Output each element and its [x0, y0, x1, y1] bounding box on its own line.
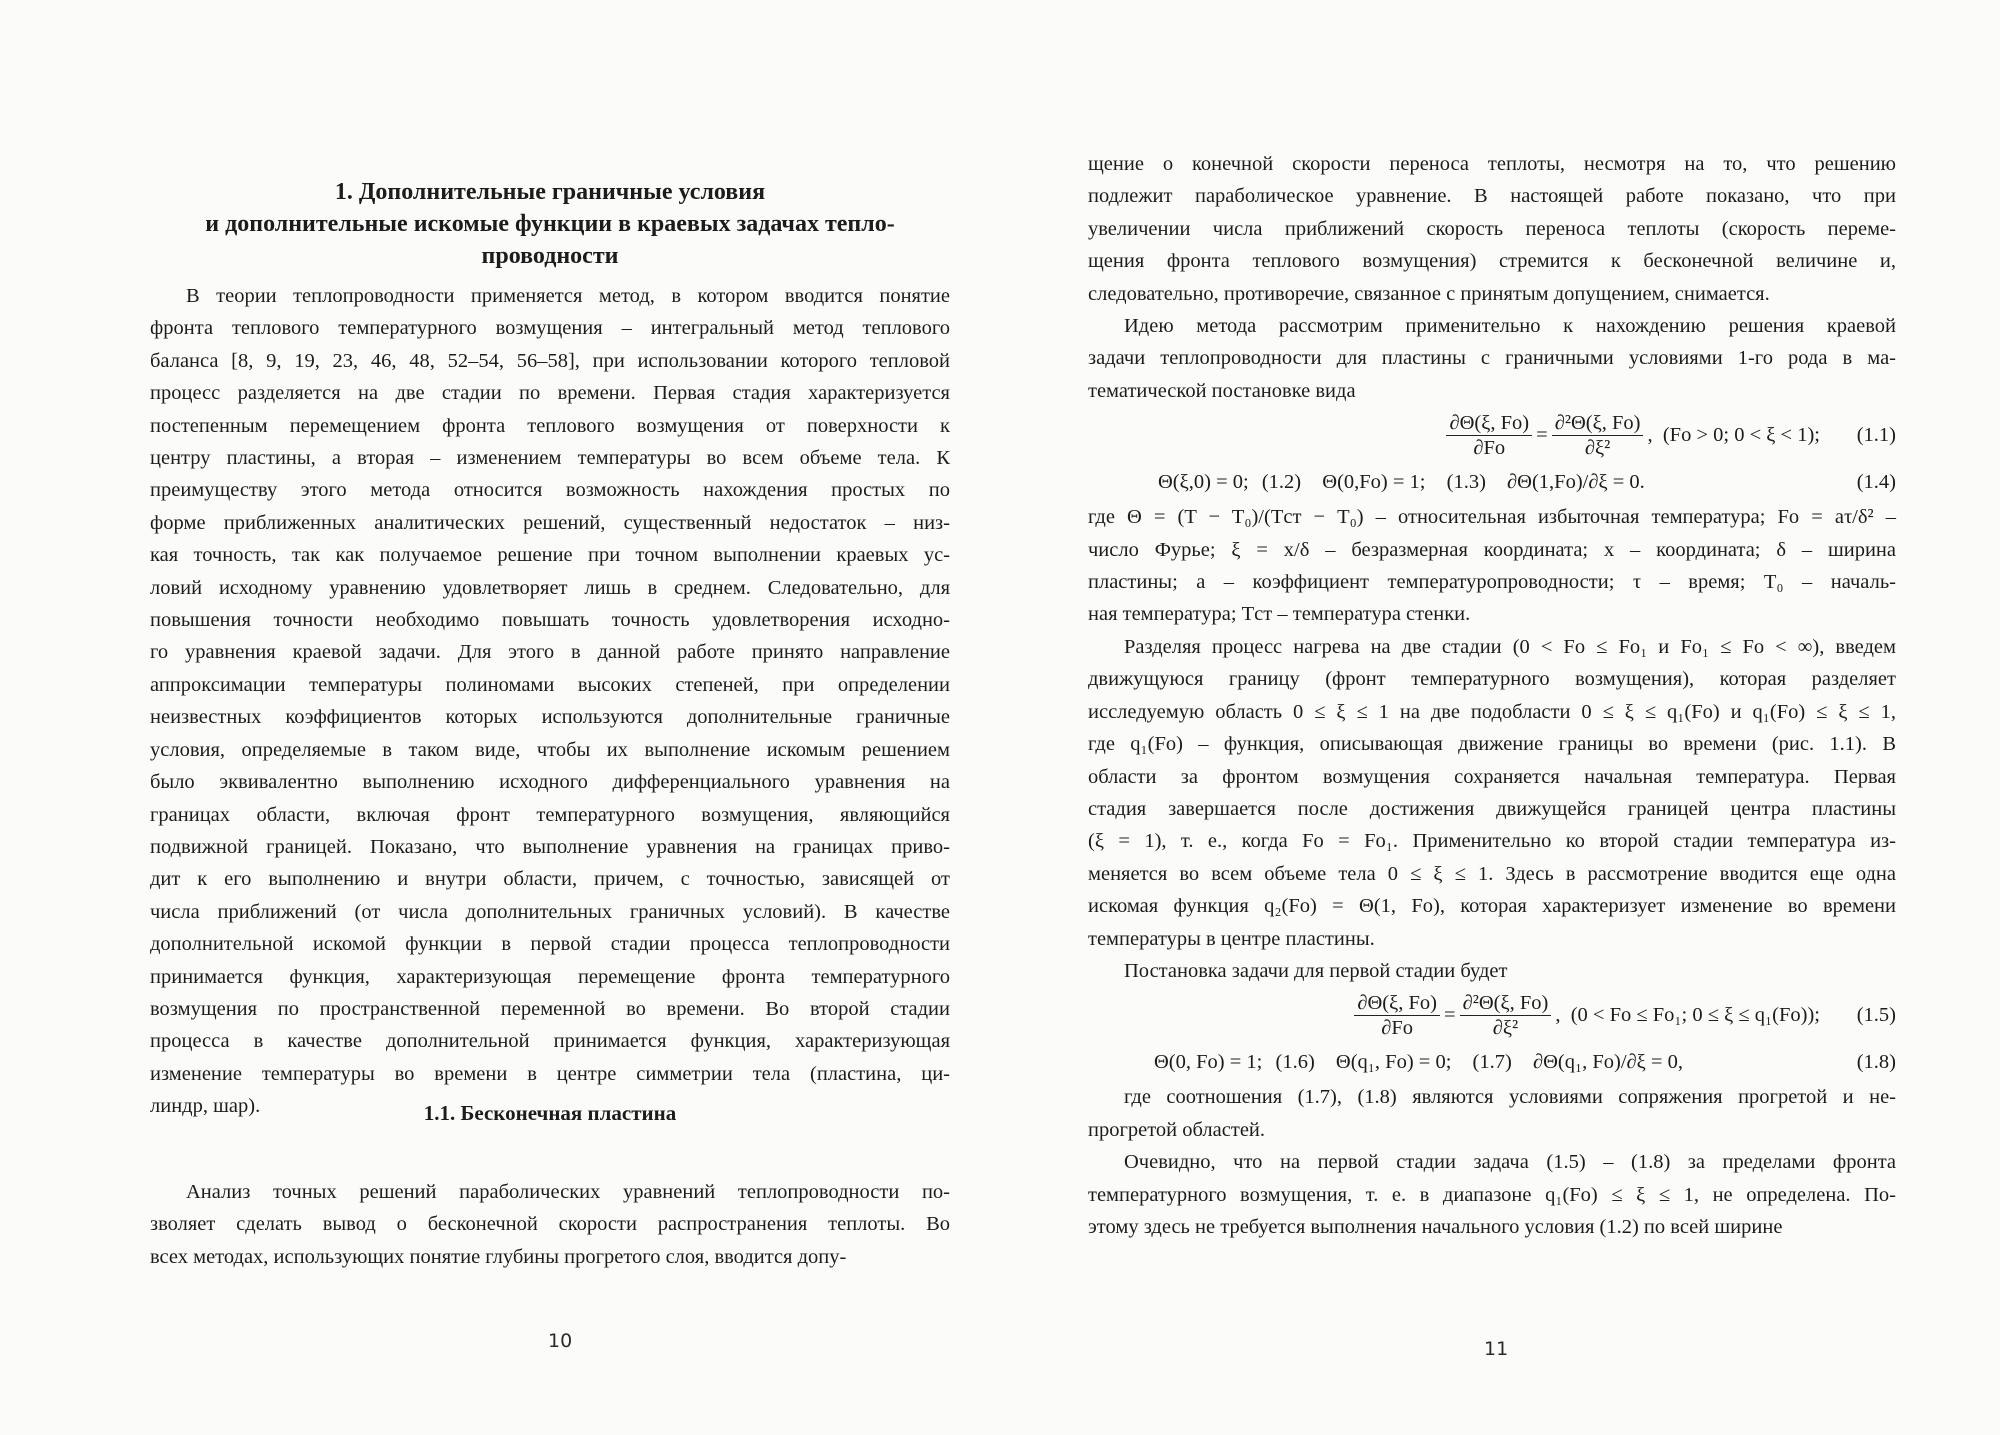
text-line: неизвестных коэффициентов которых используются дополнительные граничные — [150, 706, 950, 729]
text-line: было эквивалентно выполнению исходного дифференциального уравнения на — [150, 771, 950, 794]
equation-text: ∂Θ(1,Fo)/∂ξ = 0. — [1507, 471, 1645, 494]
text-line: аппроксимации температуры полиномами высоких степеней, при определении — [150, 673, 950, 696]
text-line: числа приближений (от числа дополнительных граничных условий). В качестве — [150, 900, 950, 923]
denominator: ∂Fo — [1473, 436, 1506, 459]
text-line: щение о конечной скорости переноса теплоты, несмотря на то, что решению — [1088, 153, 1896, 175]
fraction-lhs — [1446, 411, 1532, 460]
text-line: ловий исходному уравнению удовлетворяет лишь в среднем. Следовательно, для — [150, 576, 950, 599]
text-line: баланса [8, 9, 19, 23, 46, 48, 52–54, 56–58], при использовании которого тепловой — [150, 349, 950, 372]
text-line: возмущения по пространственной переменной во времени. Во второй стадии — [150, 997, 950, 1020]
section-title: 1.1. Бесконечная пластина — [423, 1101, 677, 1125]
fraction-lhs — [1354, 991, 1440, 1040]
equation-text: ∂Θ(q₁, Fo)/∂ξ = 0, — [1532, 1051, 1683, 1074]
text-line: движущуюся границу (фронт температурного возмущения), которая разделяет — [1088, 668, 1896, 691]
text-line: число Фурье; ξ = x/δ – безразмерная координата; x – координата; δ – ширина — [1088, 538, 1896, 561]
chapter-title — [150, 176, 950, 272]
equation-number: (1.5) — [1856, 1004, 1896, 1027]
page-number-left: 10 — [548, 1330, 573, 1352]
equations-1-2-to-1-4 — [1088, 463, 1896, 501]
text-line: го уравнения краевой задачи. Для этого в данной работе принято направление — [150, 641, 950, 664]
denominator: ∂ξ² — [1492, 1016, 1519, 1039]
text-line: всех методах, использующих понятие глубины прогретого слоя, вводится допу- — [150, 1245, 847, 1268]
text-line: постепенным перемещением фронта теплового возмущения от поверхности к — [150, 414, 950, 437]
text-line: пластины; a – коэффициент температуропроводности; τ – время; T₀ – началь- — [1088, 571, 1896, 594]
text-line: увеличении числа приближений скорость переноса теплоты (скорость переме- — [1088, 217, 1896, 240]
text-line: подвижной границей. Показано, что выполнение уравнения на границах приво- — [150, 835, 950, 858]
right-paragraph-3 — [1088, 501, 1896, 631]
text-line: меняется во всем объеме тела 0 ≤ ξ ≤ 1. Здесь в рассмотрение вводится еще одна — [1088, 862, 1896, 885]
numerator: ∂²Θ(ξ, Fo) — [1552, 411, 1644, 436]
text-line: где Θ = (T − T₀)/(Tст − T₀) – относительная избыточная температура; Fo = aτ/δ² – — [1088, 506, 1896, 529]
equation-number: (1.6) — [1275, 1051, 1315, 1074]
equation-1-2 — [1158, 466, 1653, 498]
text-line: стадия завершается после достижения движущейся границей центра пластины — [1088, 797, 1896, 820]
chapter-title-line: и дополнительные искомые функции в краевых задачах тепло- — [205, 211, 895, 237]
text-line: преимуществу этого метода относится возможность нахождения простых по — [150, 479, 950, 502]
equation-number: (1.4) — [1856, 471, 1896, 494]
equation-condition: (Fo > 0; 0 < ξ < 1); — [1662, 424, 1820, 447]
text-line: процесс разделяется на две стадии по времени. Первая стадия характеризуется — [150, 382, 950, 405]
equation-text: Θ(q₁, Fo) = 0; — [1335, 1051, 1452, 1074]
equation-number: (1.8) — [1856, 1051, 1896, 1074]
text-line: этому здесь не требуется выполнения начального условия (1.2) по всей ширине — [1088, 1215, 1783, 1238]
text-line: дополнительной искомой функции в первой стадии процесса теплопроводности — [150, 933, 950, 956]
right-column — [1088, 148, 1896, 1243]
text-line: температурного возмущения, т. е. в диапазоне q₁(Fo) ≤ ξ ≤ 1, не определена. По- — [1088, 1183, 1896, 1206]
text-line: процесса в качестве дополнительной принимается функция, характеризующая — [150, 1030, 950, 1053]
text-line: фронта теплового температурного возмущения – интегральный метод теплового — [150, 317, 950, 340]
right-paragraph-7 — [1088, 1146, 1896, 1243]
right-paragraph-2 — [1088, 310, 1896, 407]
equations-1-6-to-1-8 — [1088, 1043, 1896, 1081]
text-line: центру пластины, а вторая – изменением температуры во всем объеме тела. К — [150, 447, 950, 470]
right-paragraph-5: Постановка задачи для первой стадии будет — [1124, 959, 1508, 982]
text-line: где соотношения (1.7), (1.8) являются условиями сопряжения прогретой и не- — [1124, 1086, 1896, 1109]
text-line: искомая функция q₂(Fo) = Θ(1, Fo), которая характеризует изменение во времени — [1088, 895, 1896, 918]
equation-condition: (0 < Fo ≤ Fo₁; 0 ≤ ξ ≤ q₁(Fo)); — [1570, 1004, 1820, 1027]
text-line: тематической постановке вида — [1088, 379, 1356, 402]
equation-text: Θ(0,Fo) = 1; — [1322, 471, 1426, 494]
right-paragraph-4 — [1088, 631, 1896, 955]
numerator: ∂Θ(ξ, Fo) — [1446, 411, 1532, 436]
fraction-rhs — [1552, 411, 1644, 460]
right-page — [1000, 0, 2000, 1435]
text-line: щения фронта теплового возмущения) стремится к бесконечной величине и, — [1088, 250, 1896, 273]
equation-1-5: $\frac{\partial\Theta(\xi, Fo)}{\partial Fo}$ = $\frac{\text{∂²Θ(ξ, Fo)}}{\text{∂ξ²}}$ , (0 < Fo ≤ Fo₁; 0 ≤ ξ ≤ q₁(Fo)); (1.5) — [1088, 987, 1896, 1043]
text-line: где q₁(Fo) – функция, описывающая движение границы во времени (рис. 1.1). В — [1088, 733, 1896, 756]
text-line: кая точность, так как получаемое решение при точном выполнении краевых ус- — [150, 544, 950, 567]
numerator: ∂²Θ(ξ, Fo) — [1460, 991, 1552, 1016]
equation-1-1: $\frac{\partial\Theta(\xi, Fo)}{\partial Fo}$ = $\frac{\text{∂²Θ(ξ, Fo)}}{\text{∂ξ²}}$ , (Fo > 0; 0 < ξ < 1); (1.1) — [1088, 407, 1896, 463]
left-paragraph-2 — [150, 1176, 950, 1273]
text-line: следовательно, противоречие, связанное с принятым допущением, снимается. — [1088, 282, 1770, 305]
text-line: дит к его выполнению и внутри области, причем, с точностью, зависящей от — [150, 868, 950, 891]
text-line: задачи теплопроводности для пластины с граничными условиями 1-го рода в ма- — [1088, 347, 1896, 370]
left-paragraph-1 — [150, 280, 950, 1123]
text-line: изменение температуры во времени в центре симметрии тела (пластина, ци- — [150, 1062, 950, 1085]
equation-number: (1.3) — [1446, 471, 1486, 494]
right-paragraph-1 — [1088, 148, 1896, 310]
equation-text: Θ(0, Fo) = 1; — [1154, 1051, 1263, 1074]
denominator: ∂ξ² — [1584, 436, 1611, 459]
text-line: прогретой областей. — [1088, 1118, 1266, 1141]
fraction-rhs — [1460, 991, 1552, 1040]
right-paragraph-6 — [1088, 1081, 1896, 1146]
text-line: Анализ точных решений параболических уравнений теплопроводности по- — [186, 1181, 950, 1203]
text-line: зволяет сделать вывод о бесконечной скорости распространения теплоты. Во — [150, 1213, 950, 1236]
text-line: В теории теплопроводности применяется метод, в котором вводится понятие — [186, 285, 950, 307]
chapter-title-line: проводности — [481, 243, 619, 269]
text-line: принимается функция, характеризующая перемещение фронта температурного — [150, 965, 950, 988]
equation-text: Θ(ξ,0) = 0; — [1158, 471, 1249, 494]
equation-number: (1.2) — [1261, 471, 1302, 494]
text-line: повышения точности необходимо повышать точность удовлетворения исходно- — [150, 609, 950, 632]
text-line: подлежит параболическое уравнение. В настоящей работе показано, что при — [1088, 185, 1896, 208]
denominator: ∂Fo — [1381, 1016, 1414, 1039]
text-line: линдр, шар). — [150, 1095, 261, 1118]
chapter-title-line: 1. Дополнительные граничные условия — [334, 179, 766, 205]
text-line: границах области, включая фронт температурного возмущения, являющийся — [150, 803, 950, 826]
text-line: Очевидно, что на первой стадии задача (1.5) – (1.8) за пределами фронта — [1124, 1151, 1896, 1174]
text-line: форме приближенных аналитических решений, существенный недостаток – низ- — [150, 511, 950, 534]
text-line: ная температура; Tст – температура стенки. — [1088, 603, 1471, 626]
text-line: Идею метода рассмотрим применительно к нахождению решения краевой — [1124, 315, 1896, 338]
text-line: температуры в центре пластины. — [1088, 927, 1375, 950]
page-number-right: 11 — [1484, 1338, 1509, 1360]
equation-number: (1.1) — [1856, 424, 1896, 447]
equation-number: (1.7) — [1472, 1051, 1512, 1074]
text-line: исследуемую область 0 ≤ ξ ≤ 1 на две подобласти 0 ≤ ξ ≤ q₁(Fo) и q₁(Fo) ≤ ξ ≤ 1, — [1088, 700, 1896, 723]
text-line: области за фронтом возмущения сохраняется начальная температура. Первая — [1088, 765, 1896, 788]
text-line: (ξ = 1), т. е., когда Fo = Fo₁. Применительно ко второй стадии температура из- — [1088, 830, 1896, 853]
numerator: ∂Θ(ξ, Fo) — [1354, 991, 1440, 1016]
text-line: Разделяя процесс нагрева на две стадии (0 < Fo ≤ Fo₁ и Fo₁ ≤ Fo < ∞), введем — [1124, 635, 1896, 658]
text-line: условия, определяемые в таком виде, чтобы их выполнение искомым решением — [150, 738, 950, 761]
equation-1-6 — [1154, 1046, 1691, 1078]
